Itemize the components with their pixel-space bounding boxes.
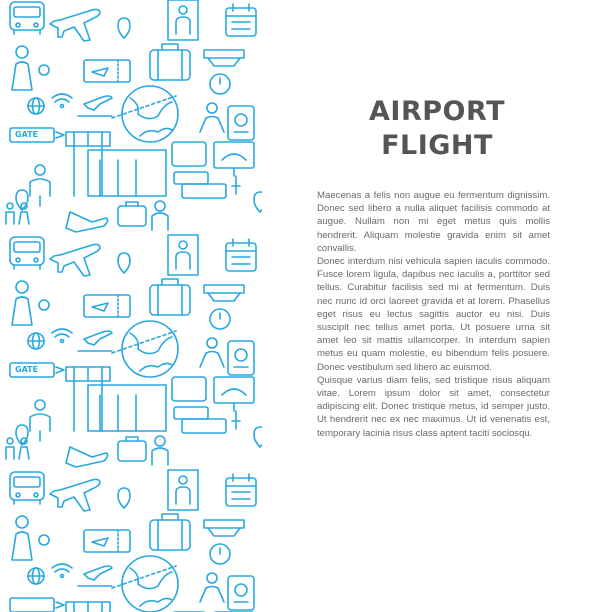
- title-line-2: FLIGHT: [381, 130, 493, 161]
- paragraph: Donec interdum nisi vehicula sapien iaculis commodo. Fusce lorem ligula, dapibus nec iaculis a, porttitor sed tellus. Curabitur facilisis sed mi at fermentum. Duis nec nunc id orci laoreet gravida et at lorem. Phasellus eget risus eu lectus sagittis auctor eu nisi. Duis suscipit nec tellus amet porta. Ut posuere urna sit amet leo sit mattis ullamcorper. In interdum sapien metus eu quam molestie, eu bibendum felis posuere. Donec vestibulum sed libero ac euismod.: [317, 256, 550, 373]
- airport-icon-pattern: [0, 0, 262, 612]
- paragraph: Quisque varius diam felis, sed tristique risus aliquam vitae. Lorem ipsum dolor sit amet, consectetur adipiscing elit. Donec tristique metus, id semper justo. Ut hendrerit nec ex nec maximus. Ut id venenatis est, temporary lacinia risus class aptent taciti sociosqu.: [317, 374, 550, 439]
- gate-sign-label: GATE: [15, 130, 39, 139]
- body-text: [317, 189, 550, 440]
- title-line-1: AIRPORT: [369, 96, 505, 127]
- text-panel: [262, 0, 612, 612]
- gate-sign-label: GATE: [15, 365, 39, 374]
- paragraph: Maecenas a felis non augue eu fermentum dignissim. Donec sed libero a nulla aliquet facilisis commodo at augue. Nullam non mi eget metus quis mollis hendrerit. Aliquam molestie gravida enim sit amet convallis.: [317, 190, 550, 254]
